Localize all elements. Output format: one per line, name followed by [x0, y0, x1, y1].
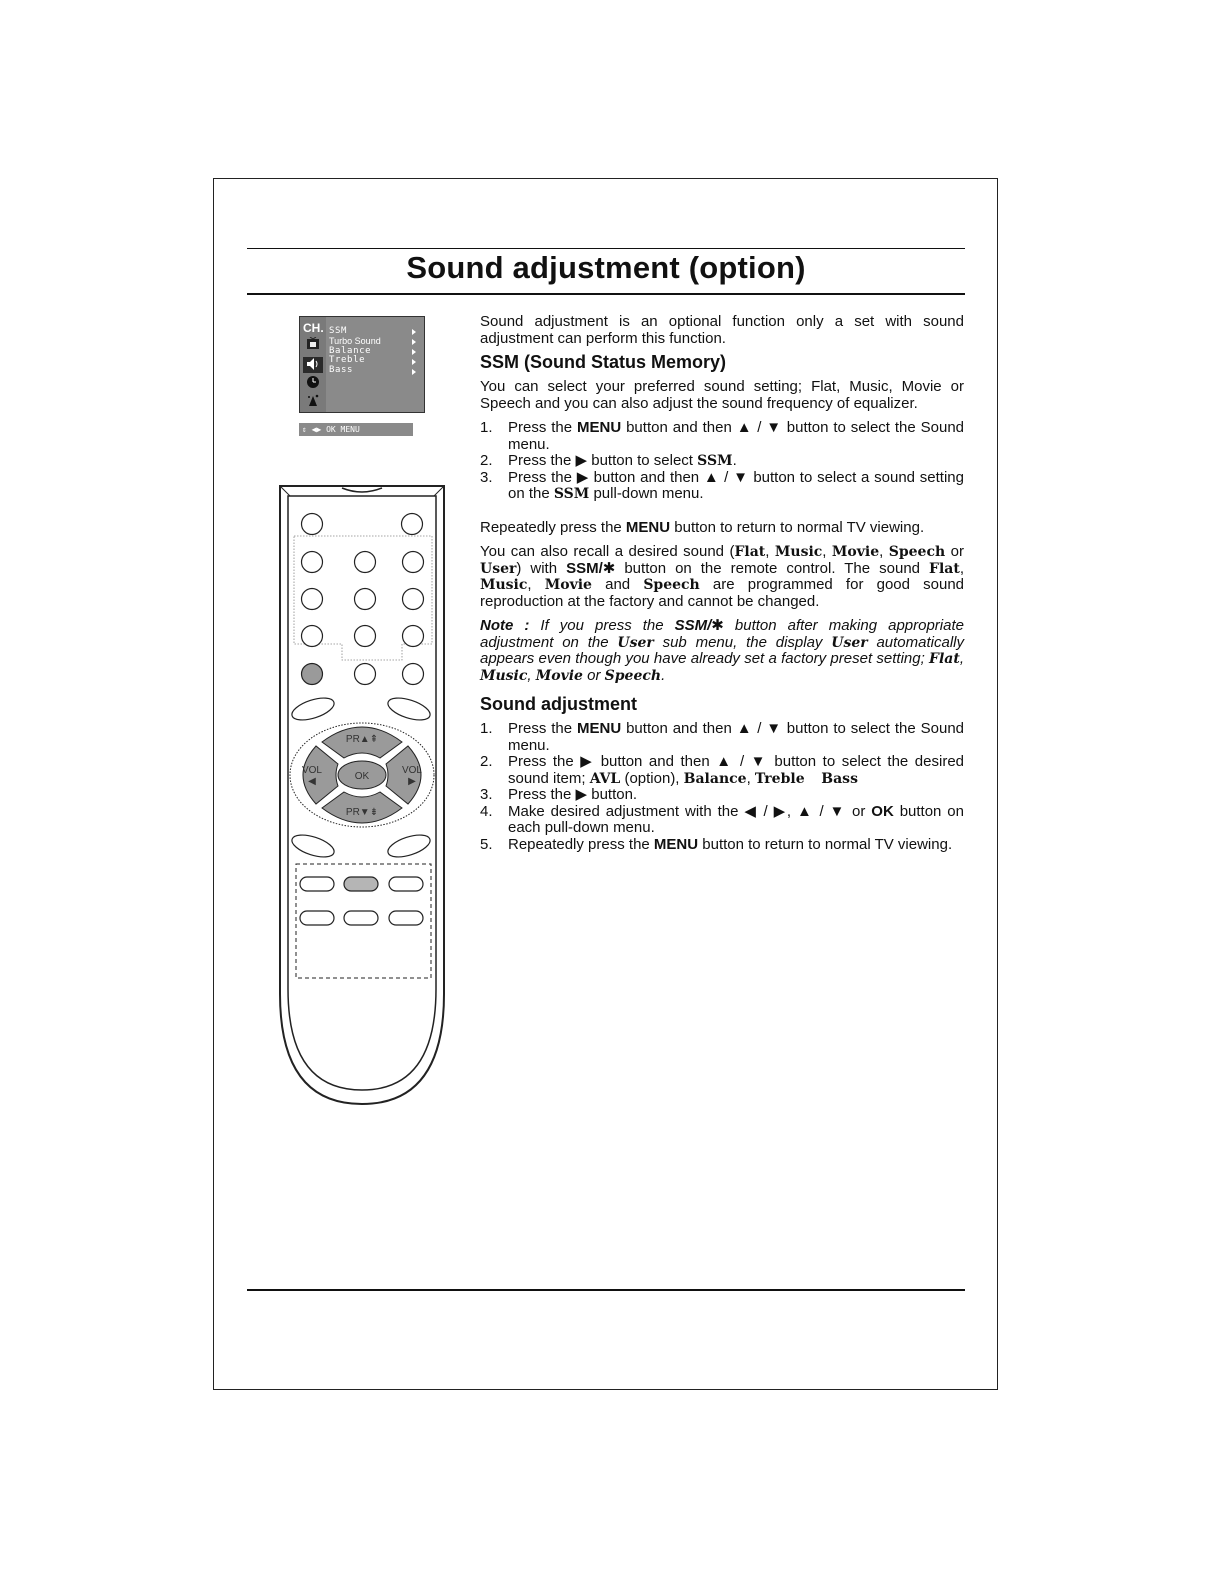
osd-icon-column	[300, 317, 326, 412]
vol-left-arrow-icon: ◀	[308, 776, 316, 787]
osd-item-turbo-sound: Turbo Sound	[329, 335, 381, 346]
osd-menu-illustration	[299, 316, 425, 413]
remote-control-illustration	[276, 484, 448, 1108]
osd-nav-bar: ⇕ ◀▶ OK MENU	[299, 423, 413, 436]
ssm-button-highlighted	[302, 664, 323, 685]
bottom-rule	[247, 1289, 965, 1291]
osd-arrow-icon	[412, 329, 416, 335]
channel-icon: CH.	[303, 321, 324, 335]
osd-item-bass: Bass	[329, 365, 354, 376]
instruction-column	[480, 314, 964, 853]
pr-down-label: PR▼⇟	[345, 807, 379, 818]
ssm-heading: SSM (Sound Status Memory)	[480, 352, 727, 372]
osd-arrow-icon	[412, 359, 416, 365]
recall-paragraph: You can also recall a desired sound (Flat, Music, Movie, Speech or User) with SSM/✱ button on the remote control. The sound Flat, Music, Movie and Speech are programmed for good sound reproduction at the factory and cannot be changed.	[480, 543, 964, 610]
list-item: 1. Press the MENU button and then ▲ / ▼ button to select the Sound menu.	[480, 419, 964, 453]
sound-icon	[303, 357, 323, 373]
power-button	[302, 514, 323, 535]
ssm-description: You can select your preferred sound setting; Flat, Music, Movie or Speech and you can also adjust the sound frequency of equalizer.	[480, 378, 964, 412]
list-item: 5. Repeatedly press the MENU button to return to normal TV viewing.	[480, 835, 953, 853]
sound-adjustment-heading: Sound adjustment	[480, 694, 637, 714]
note-paragraph: Note : If you press the SSM/✱ button after making appropriate adjustment on the User sub menu, the display User automatically appears even though you have already set a factory preset setting; Flat, Music, Movie or Speech.	[480, 617, 964, 684]
intro-paragraph: Sound adjustment is an optional function only a set with sound adjustment can perform this function.	[480, 313, 964, 347]
vol-left-label: VOL	[301, 765, 323, 776]
ok-label: OK	[354, 771, 370, 782]
pr-up-label: PR▲⇞	[345, 734, 379, 745]
osd-arrow-icon	[412, 339, 416, 345]
vol-right-arrow-icon: ▶	[408, 776, 416, 787]
sound-adjustment-steps	[480, 721, 964, 853]
list-item: 1. Press the MENU button and then ▲ / ▼ button to select the Sound menu.	[480, 720, 964, 754]
list-item: 4. Make desired adjustment with the ◀ / ▶, ▲ / ▼ or OK button on each pull-down menu.	[480, 802, 964, 836]
navigation-pad	[290, 723, 434, 827]
osd-item-treble: Treble	[329, 355, 366, 366]
osd-item-balance: Balance	[329, 345, 372, 356]
special-icon	[303, 393, 323, 409]
osd-item-list	[329, 327, 381, 376]
list-item: 3. Press the ▶ button and then ▲ / ▼ button to select a sound setting on the SSM pull-down menu.	[480, 468, 964, 502]
mute-button	[402, 514, 423, 535]
osd-item-ssm: SSM	[329, 326, 348, 336]
number-keypad	[302, 552, 424, 647]
list-item: 2. Press the ▶ button to select SSM.	[480, 452, 737, 469]
vol-right-label: VOL	[401, 765, 423, 776]
return-paragraph: Repeatedly press the MENU button to return to normal TV viewing.	[480, 518, 925, 536]
list-item: 3. Press the ▶ button.	[480, 786, 638, 803]
title-rule-bottom	[247, 293, 965, 295]
ssm-steps	[480, 420, 964, 503]
page-title: Sound adjustment (option)	[406, 250, 806, 285]
osd-arrow-icon	[412, 349, 416, 355]
clock-icon	[303, 375, 323, 391]
osd-arrow-icon	[412, 369, 416, 375]
title-rule-top	[247, 248, 965, 249]
picture-icon	[303, 337, 323, 353]
list-item: 2. Press the ▶ button and then ▲ / ▼ button to select the desired sound item; AVL (option), Balance, Treble Bass	[480, 753, 964, 787]
